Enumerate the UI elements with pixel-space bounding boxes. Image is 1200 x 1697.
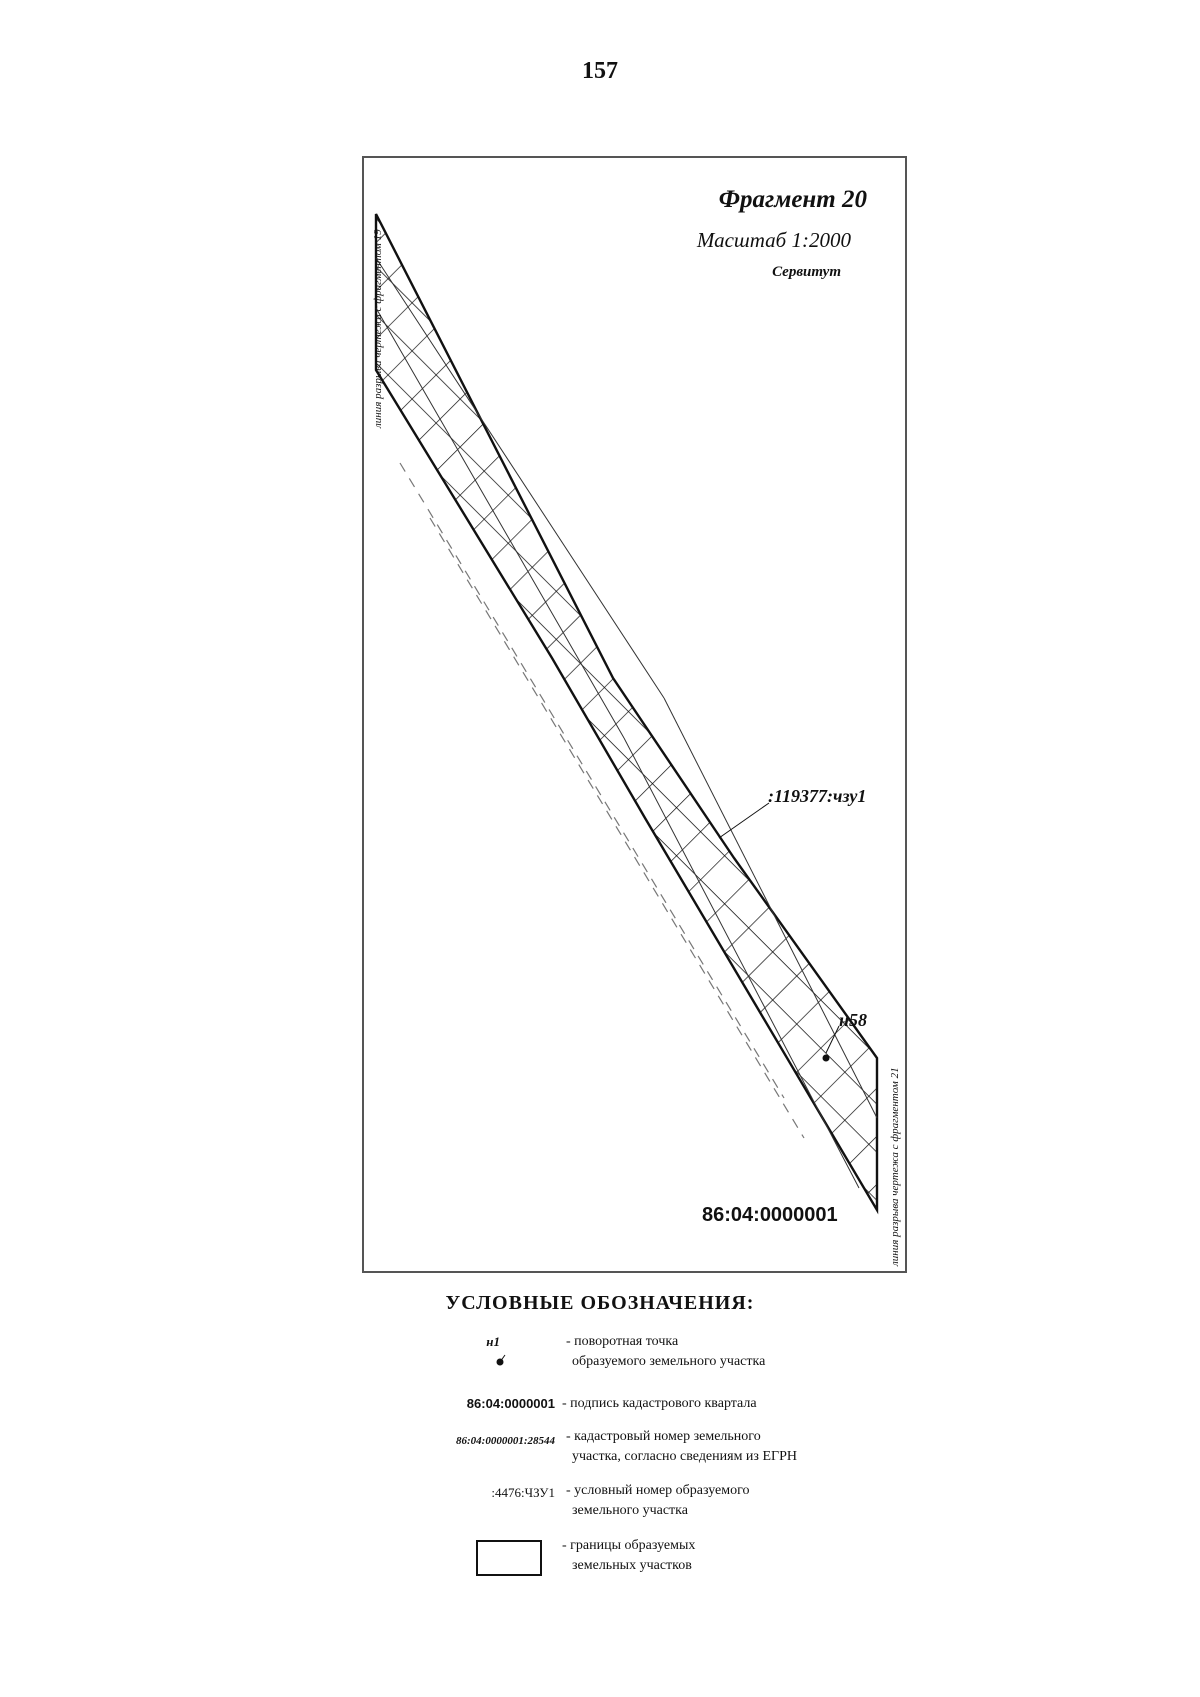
inner-boundary [664,698,877,1118]
fragment-title: Фрагмент 20 [718,186,867,213]
page-number: 157 [582,58,618,84]
cadastral-quarter-label: 86:04:0000001 [702,1204,838,1226]
legend-item-conditional-number [0,1481,1200,1525]
legend-text-line1: - кадастровый номер земельного [566,1429,761,1444]
cut-line-right-label: линия разрыва чертежа с фрагментом 21 [889,1067,901,1266]
legend-title: УСЛОВНЫЕ ОБОЗНАЧЕНИЯ: [445,1292,755,1314]
legend-text-line2: образуемого земельного участка [572,1354,766,1369]
legend-item-boundaries [0,1536,1200,1582]
legend-text-line1: - поворотная точка [566,1334,679,1349]
inner-boundary [376,308,624,738]
turning-point-label: н58 [839,1010,867,1030]
legend-item-turning-point [0,1332,1200,1384]
legend-text-line1: - границы образуемых [562,1538,696,1553]
legend-symbol: 86:04:0000001 [466,1396,555,1411]
legend-symbol: 86:04:0000001:28544 [456,1435,555,1447]
servitude-strip [376,214,877,1210]
dashed-line [430,518,804,1138]
legend-item-cadastral-number [0,1427,1200,1471]
boundary-box-icon [476,1540,542,1576]
servitude-label: Сервитут [772,264,841,280]
legend-text-line2: земельных участков [572,1558,692,1573]
cut-line-left-label: линия разрыва чертежа с фрагментом 19 [372,229,384,428]
legend-item-quarter [0,1394,1200,1418]
turning-point-icon [490,1352,510,1372]
scale-label: Масштаб 1:2000 [696,228,851,252]
inner-boundary [376,258,664,698]
parcel-number-label: :119377:чзу1 [768,786,867,806]
legend-text-line2: участка, согласно сведениям из ЕГРН [572,1449,797,1464]
cadastral-drawing [364,158,907,1273]
legend-text-line2: земельного участка [572,1503,688,1518]
legend-symbol: :4476:ЧЗУ1 [491,1485,555,1500]
dashed-line [400,463,784,1098]
turning-point-h58 [823,1055,830,1062]
legend-symbol: н1 [486,1334,500,1349]
legend-text-line1: - подпись кадастрового квартала [562,1396,757,1411]
map-frame [362,156,907,1273]
legend-text-line1: - условный номер образуемого [566,1483,750,1498]
